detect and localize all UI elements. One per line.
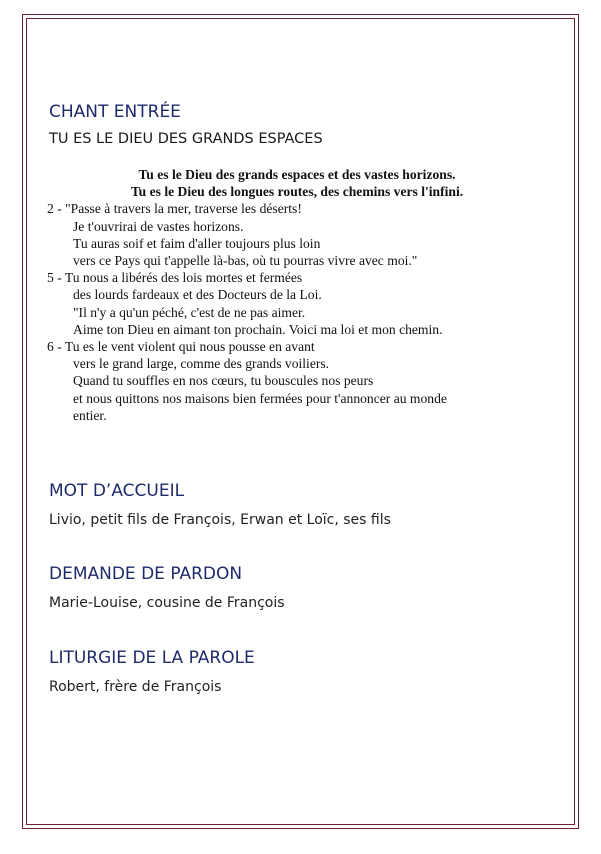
refrain-line: Tu es le Dieu des grands espaces et des vastes horizons. [138, 167, 456, 182]
liturgie-heading: LITURGIE DE LA PAROLE [49, 648, 255, 668]
accueil-heading: MOT D’ACCUEIL [49, 481, 185, 501]
refrain-line: Tu es le Dieu des longues routes, des chemins vers l'infini. [130, 184, 464, 200]
song-title: TU ES LE DIEU DES GRANDS ESPACES [49, 131, 323, 147]
verse-line: "Il n'y a qu'un péché, c'est de ne pas aimer. [73, 304, 306, 320]
pardon-heading: DEMANDE DE PARDON [49, 564, 243, 584]
accueil-text: Livio, petit fils de François, Erwan et Loïc, ses fils [49, 512, 391, 528]
liturgie-text: Robert, frère de François [49, 679, 222, 695]
pardon-text: Marie-Louise, cousine de François [49, 595, 285, 611]
verse-line: vers le grand large, comme des grands voiliers. [73, 356, 330, 372]
verse-line: 5 - Tu nous a libérés des lois mortes et fermées [47, 270, 303, 286]
verse-line: 2 - "Passe à travers la mer, traverse les déserts! [47, 201, 302, 217]
verse-line: Aime ton Dieu en aimant ton prochain. Voici ma loi et mon chemin. [73, 321, 443, 337]
chant-heading: CHANT ENTRÉE [49, 102, 181, 122]
verse-line: Je t'ouvrirai de vastes horizons. [73, 218, 244, 234]
lyrics-block [47, 166, 547, 424]
verse-line: 6 - Tu es le vent violent qui nous pousse en avant [47, 339, 315, 355]
verse-line: entier. [73, 407, 107, 423]
verse-line: vers ce Pays qui t'appelle là-bas, où tu pourras vivre avec moi." [73, 253, 418, 269]
verse-line: et nous quittons nos maisons bien fermées pour t'annoncer au monde [73, 390, 447, 406]
verse-line: Quand tu souffles en nos cœurs, tu bouscules nos peurs [73, 373, 374, 389]
verse-line: Tu auras soif et faim d'aller toujours plus loin [73, 235, 321, 251]
verse-line: des lourds fardeaux et des Docteurs de la Loi. [73, 287, 322, 303]
